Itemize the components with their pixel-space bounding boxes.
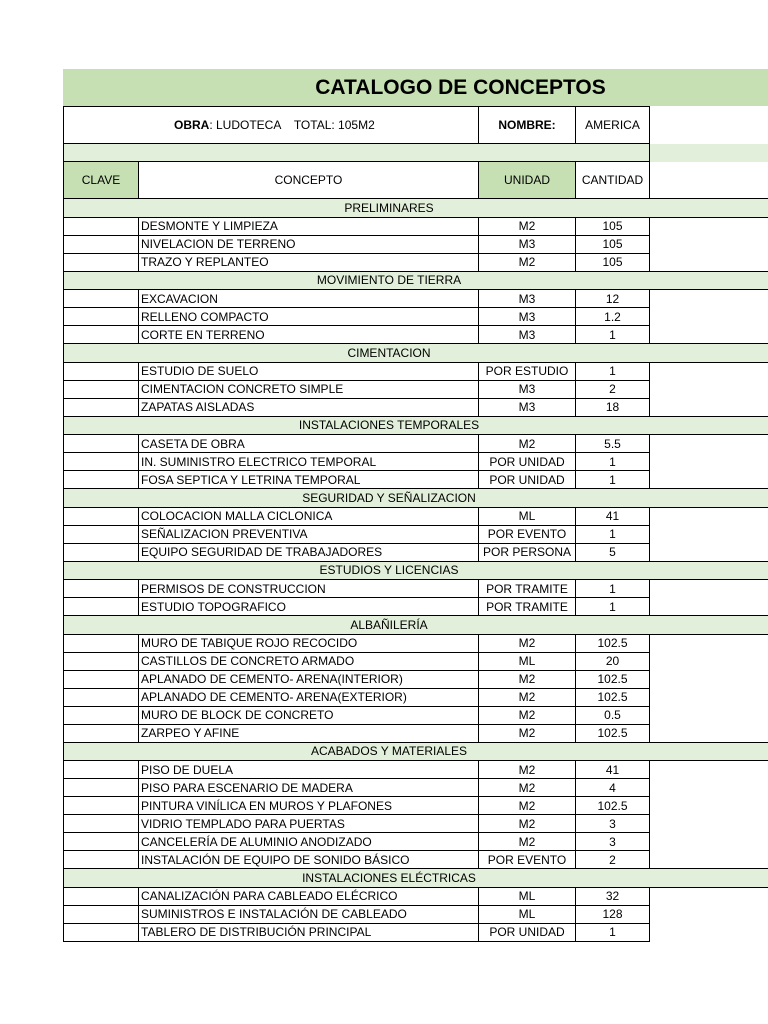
- empty-cell: [650, 380, 768, 398]
- table-row: [64, 905, 768, 923]
- concepto-cell: CASTILLOS DE CONCRETO ARMADO: [139, 652, 479, 670]
- table-row: [64, 398, 768, 416]
- empty-cell: [650, 797, 768, 815]
- section-header-cell: [64, 869, 768, 888]
- clave-cell: [64, 308, 139, 326]
- concepto-cell: EXCAVACION: [139, 290, 479, 308]
- concepto-cell: CORTE EN TERRENO: [139, 326, 479, 344]
- header-cantidad: CANTIDAD: [576, 162, 650, 199]
- empty-cell: [650, 326, 768, 344]
- section-header-row: [64, 416, 768, 435]
- empty-cell: [650, 652, 768, 670]
- table-row: [64, 253, 768, 271]
- section-header-row: [64, 616, 768, 635]
- nombre-label: NOMBRE:: [479, 107, 576, 144]
- section-header-cell: [64, 742, 768, 761]
- concepto-cell: TRAZO Y REPLANTEO: [139, 253, 479, 271]
- empty-cell: [650, 923, 768, 941]
- concepto-cell: ZARPEO Y AFINE: [139, 724, 479, 742]
- cantidad-cell: 3: [576, 833, 650, 851]
- concepto-cell: PINTURA VINÍLICA EN MUROS Y PLAFONES: [139, 797, 479, 815]
- table-row: [64, 851, 768, 869]
- unidad-cell: M3: [479, 380, 576, 398]
- clave-cell: [64, 851, 139, 869]
- empty-cell: [650, 471, 768, 489]
- empty-cell: [650, 724, 768, 742]
- concepto-cell: COLOCACION MALLA CICLONICA: [139, 507, 479, 525]
- header-concepto: CONCEPTO: [139, 162, 479, 199]
- unidad-cell: M2: [479, 833, 576, 851]
- clave-cell: [64, 290, 139, 308]
- table-row: [64, 887, 768, 905]
- table-row: [64, 380, 768, 398]
- section-title: PRELIMINARES: [344, 200, 434, 215]
- table-row: [64, 471, 768, 489]
- project-info-row: [64, 107, 768, 144]
- unidad-cell: POR ESTUDIO: [479, 362, 576, 380]
- unidad-cell: M3: [479, 308, 576, 326]
- concepto-cell: CANALIZACIÓN PARA CABLEADO ELÉCRICO: [139, 887, 479, 905]
- cantidad-cell: 128: [576, 905, 650, 923]
- cantidad-cell: 1: [576, 453, 650, 471]
- section-header-cell: [64, 344, 768, 363]
- empty-cell: [650, 107, 768, 144]
- column-header-row: [64, 162, 768, 199]
- concepto-cell: MURO DE BLOCK DE CONCRETO: [139, 706, 479, 724]
- clave-cell: [64, 887, 139, 905]
- cantidad-cell: 1: [576, 471, 650, 489]
- table-row: [64, 670, 768, 688]
- concepto-cell: SEÑALIZACION PREVENTIVA: [139, 525, 479, 543]
- clave-cell: [64, 507, 139, 525]
- clave-cell: [64, 398, 139, 416]
- unidad-cell: POR UNIDAD: [479, 453, 576, 471]
- cantidad-cell: 102.5: [576, 634, 650, 652]
- cantidad-cell: 105: [576, 253, 650, 271]
- concepto-cell: APLANADO DE CEMENTO- ARENA(INTERIOR): [139, 670, 479, 688]
- empty-cell: [650, 253, 768, 271]
- empty-cell: [650, 217, 768, 235]
- section-title: SEGURIDAD Y SEÑALIZACION: [302, 490, 476, 505]
- unidad-cell: M2: [479, 253, 576, 271]
- empty-cell: [650, 598, 768, 616]
- section-header-row: [64, 199, 768, 218]
- table-row: [64, 308, 768, 326]
- concepto-cell: NIVELACION DE TERRENO: [139, 235, 479, 253]
- cantidad-cell: 41: [576, 761, 650, 779]
- table-row: [64, 634, 768, 652]
- table-row: [64, 326, 768, 344]
- clave-cell: [64, 797, 139, 815]
- cantidad-cell: 102.5: [576, 670, 650, 688]
- clave-cell: [64, 453, 139, 471]
- unidad-cell: M3: [479, 290, 576, 308]
- table-row: [64, 453, 768, 471]
- unidad-cell: POR PERSONA: [479, 543, 576, 561]
- concepto-cell: EQUIPO SEGURIDAD DE TRABAJADORES: [139, 543, 479, 561]
- concepto-cell: PISO PARA ESCENARIO DE MADERA: [139, 779, 479, 797]
- cantidad-cell: 4: [576, 779, 650, 797]
- table-row: [64, 435, 768, 453]
- table-row: [64, 706, 768, 724]
- cantidad-cell: 20: [576, 652, 650, 670]
- concepto-cell: ESTUDIO DE SUELO: [139, 362, 479, 380]
- concepto-cell: APLANADO DE CEMENTO- ARENA(EXTERIOR): [139, 688, 479, 706]
- unidad-cell: POR EVENTO: [479, 851, 576, 869]
- cantidad-cell: 105: [576, 217, 650, 235]
- clave-cell: [64, 761, 139, 779]
- concepto-cell: INSTALACIÓN DE EQUIPO DE SONIDO BÁSICO: [139, 851, 479, 869]
- unidad-cell: POR TRAMITE: [479, 598, 576, 616]
- empty-cell: [650, 815, 768, 833]
- table-row: [64, 525, 768, 543]
- cantidad-cell: 102.5: [576, 797, 650, 815]
- concept-catalog-table: [63, 106, 768, 942]
- concepto-cell: MURO DE TABIQUE ROJO RECOCIDO: [139, 634, 479, 652]
- cantidad-cell: 3: [576, 815, 650, 833]
- section-header-row: [64, 489, 768, 508]
- cantidad-cell: 1: [576, 923, 650, 941]
- clave-cell: [64, 543, 139, 561]
- unidad-cell: POR EVENTO: [479, 525, 576, 543]
- concepto-cell: ZAPATAS AISLADAS: [139, 398, 479, 416]
- empty-cell: [650, 706, 768, 724]
- section-title: INSTALACIONES TEMPORALES: [298, 418, 480, 433]
- clave-cell: [64, 724, 139, 742]
- obra-value: : LUDOTECA TOTAL: 105M2: [209, 118, 375, 132]
- cantidad-cell: 18: [576, 398, 650, 416]
- clave-cell: [64, 652, 139, 670]
- concepto-cell: VIDRIO TEMPLADO PARA PUERTAS: [139, 815, 479, 833]
- nombre-value: AMERICA: [576, 107, 650, 144]
- table-row: [64, 815, 768, 833]
- unidad-cell: M2: [479, 634, 576, 652]
- clave-cell: [64, 235, 139, 253]
- unidad-cell: M2: [479, 688, 576, 706]
- catalog-title: CATALOGO DE CONCEPTOS: [315, 76, 606, 99]
- clave-cell: [64, 253, 139, 271]
- concepto-cell: FOSA SEPTICA Y LETRINA TEMPORAL: [139, 471, 479, 489]
- table-row: [64, 833, 768, 851]
- clave-cell: [64, 670, 139, 688]
- cantidad-cell: 41: [576, 507, 650, 525]
- unidad-cell: M2: [479, 670, 576, 688]
- section-title: ALBAÑILERÍA: [350, 617, 428, 632]
- clave-cell: [64, 471, 139, 489]
- unidad-cell: ML: [479, 887, 576, 905]
- unidad-cell: POR UNIDAD: [479, 923, 576, 941]
- unidad-cell: M3: [479, 398, 576, 416]
- cantidad-cell: 1: [576, 326, 650, 344]
- cantidad-cell: 102.5: [576, 688, 650, 706]
- unidad-cell: M2: [479, 797, 576, 815]
- section-header-row: [64, 561, 768, 580]
- cantidad-cell: 1: [576, 580, 650, 598]
- table-row: [64, 923, 768, 941]
- section-header-row: [64, 271, 768, 290]
- cantidad-cell: 32: [576, 887, 650, 905]
- concepto-cell: IN. SUMINISTRO ELECTRICO TEMPORAL: [139, 453, 479, 471]
- empty-cell: [650, 851, 768, 869]
- concepto-cell: TABLERO DE DISTRIBUCIÓN PRINCIPAL: [139, 923, 479, 941]
- section-header-cell: [64, 616, 768, 635]
- cantidad-cell: 102.5: [576, 724, 650, 742]
- table-row: [64, 507, 768, 525]
- spacer-extension: [650, 144, 768, 162]
- empty-cell: [650, 779, 768, 797]
- clave-cell: [64, 779, 139, 797]
- table-row: [64, 724, 768, 742]
- header-clave: CLAVE: [64, 162, 139, 199]
- concepto-cell: DESMONTE Y LIMPIEZA: [139, 217, 479, 235]
- concepto-cell: ESTUDIO TOPOGRAFICO: [139, 598, 479, 616]
- empty-cell: [650, 453, 768, 471]
- unidad-cell: M2: [479, 724, 576, 742]
- section-header-row: [64, 869, 768, 888]
- table-row: [64, 761, 768, 779]
- section-header-row: [64, 742, 768, 761]
- cantidad-cell: 1.2: [576, 308, 650, 326]
- table-row: [64, 217, 768, 235]
- clave-cell: [64, 598, 139, 616]
- unidad-cell: M3: [479, 326, 576, 344]
- empty-cell: [650, 688, 768, 706]
- empty-cell: [650, 235, 768, 253]
- section-title: MOVIMIENTO DE TIERRA: [316, 273, 462, 288]
- section-header-cell: [64, 489, 768, 508]
- unidad-cell: POR TRAMITE: [479, 580, 576, 598]
- concepto-cell: CANCELERÍA DE ALUMINIO ANODIZADO: [139, 833, 479, 851]
- cantidad-cell: 5: [576, 543, 650, 561]
- empty-cell: [650, 507, 768, 525]
- unidad-cell: M2: [479, 706, 576, 724]
- concepto-cell: SUMINISTROS E INSTALACIÓN DE CABLEADO: [139, 905, 479, 923]
- clave-cell: [64, 362, 139, 380]
- unidad-cell: POR UNIDAD: [479, 471, 576, 489]
- clave-cell: [64, 688, 139, 706]
- spacer-row: [64, 144, 768, 162]
- unidad-cell: ML: [479, 507, 576, 525]
- section-title: ACABADOS Y MATERIALES: [310, 744, 468, 759]
- unidad-cell: M2: [479, 815, 576, 833]
- concepto-cell: CIMENTACION CONCRETO SIMPLE: [139, 380, 479, 398]
- empty-cell: [650, 905, 768, 923]
- cantidad-cell: 105: [576, 235, 650, 253]
- concepto-cell: PERMISOS DE CONSTRUCCION: [139, 580, 479, 598]
- clave-cell: [64, 706, 139, 724]
- unidad-cell: M2: [479, 435, 576, 453]
- cantidad-cell: 2: [576, 380, 650, 398]
- section-header-cell: [64, 416, 768, 435]
- cantidad-cell: 1: [576, 362, 650, 380]
- obra-label: OBRA: [174, 118, 210, 132]
- header-unidad: UNIDAD: [479, 162, 576, 199]
- empty-cell: [650, 543, 768, 561]
- clave-cell: [64, 525, 139, 543]
- empty-cell: [650, 761, 768, 779]
- empty-cell: [650, 634, 768, 652]
- section-title: ESTUDIOS Y LICENCIAS: [319, 563, 459, 578]
- empty-cell: [650, 670, 768, 688]
- empty-cell: [650, 580, 768, 598]
- clave-cell: [64, 580, 139, 598]
- empty-cell: [650, 435, 768, 453]
- table-row: [64, 543, 768, 561]
- spacer-cell: [64, 144, 650, 162]
- empty-cell: [650, 362, 768, 380]
- table-row: [64, 652, 768, 670]
- empty-cell: [650, 398, 768, 416]
- cantidad-cell: 1: [576, 598, 650, 616]
- cantidad-cell: 5.5: [576, 435, 650, 453]
- concepto-cell: CASETA DE OBRA: [139, 435, 479, 453]
- table-row: [64, 779, 768, 797]
- section-title: INSTALACIONES ELÉCTRICAS: [302, 870, 476, 885]
- empty-cell: [650, 525, 768, 543]
- unidad-cell: M3: [479, 235, 576, 253]
- table-row: [64, 688, 768, 706]
- section-header-cell: [64, 561, 768, 580]
- cantidad-cell: 1: [576, 525, 650, 543]
- empty-cell: [650, 887, 768, 905]
- empty-cell: [650, 308, 768, 326]
- clave-cell: [64, 905, 139, 923]
- cantidad-cell: 2: [576, 851, 650, 869]
- cantidad-cell: 0.5: [576, 706, 650, 724]
- concepto-cell: RELLENO COMPACTO: [139, 308, 479, 326]
- unidad-cell: M2: [479, 779, 576, 797]
- clave-cell: [64, 217, 139, 235]
- clave-cell: [64, 435, 139, 453]
- unidad-cell: ML: [479, 652, 576, 670]
- obra-cell: [64, 107, 479, 144]
- empty-cell: [650, 833, 768, 851]
- unidad-cell: M2: [479, 217, 576, 235]
- section-title: CIMENTACION: [347, 345, 431, 360]
- table-row: [64, 598, 768, 616]
- section-header-cell: [64, 199, 768, 218]
- clave-cell: [64, 634, 139, 652]
- empty-cell: [650, 162, 768, 199]
- unidad-cell: M2: [479, 761, 576, 779]
- table-row: [64, 580, 768, 598]
- clave-cell: [64, 815, 139, 833]
- table-row: [64, 235, 768, 253]
- table-row: [64, 362, 768, 380]
- table-row: [64, 290, 768, 308]
- concepto-cell: PISO DE DUELA: [139, 761, 479, 779]
- section-header-row: [64, 344, 768, 363]
- clave-cell: [64, 833, 139, 851]
- cantidad-cell: 12: [576, 290, 650, 308]
- clave-cell: [64, 380, 139, 398]
- clave-cell: [64, 923, 139, 941]
- section-header-cell: [64, 271, 768, 290]
- unidad-cell: ML: [479, 905, 576, 923]
- table-row: [64, 797, 768, 815]
- clave-cell: [64, 326, 139, 344]
- empty-cell: [650, 290, 768, 308]
